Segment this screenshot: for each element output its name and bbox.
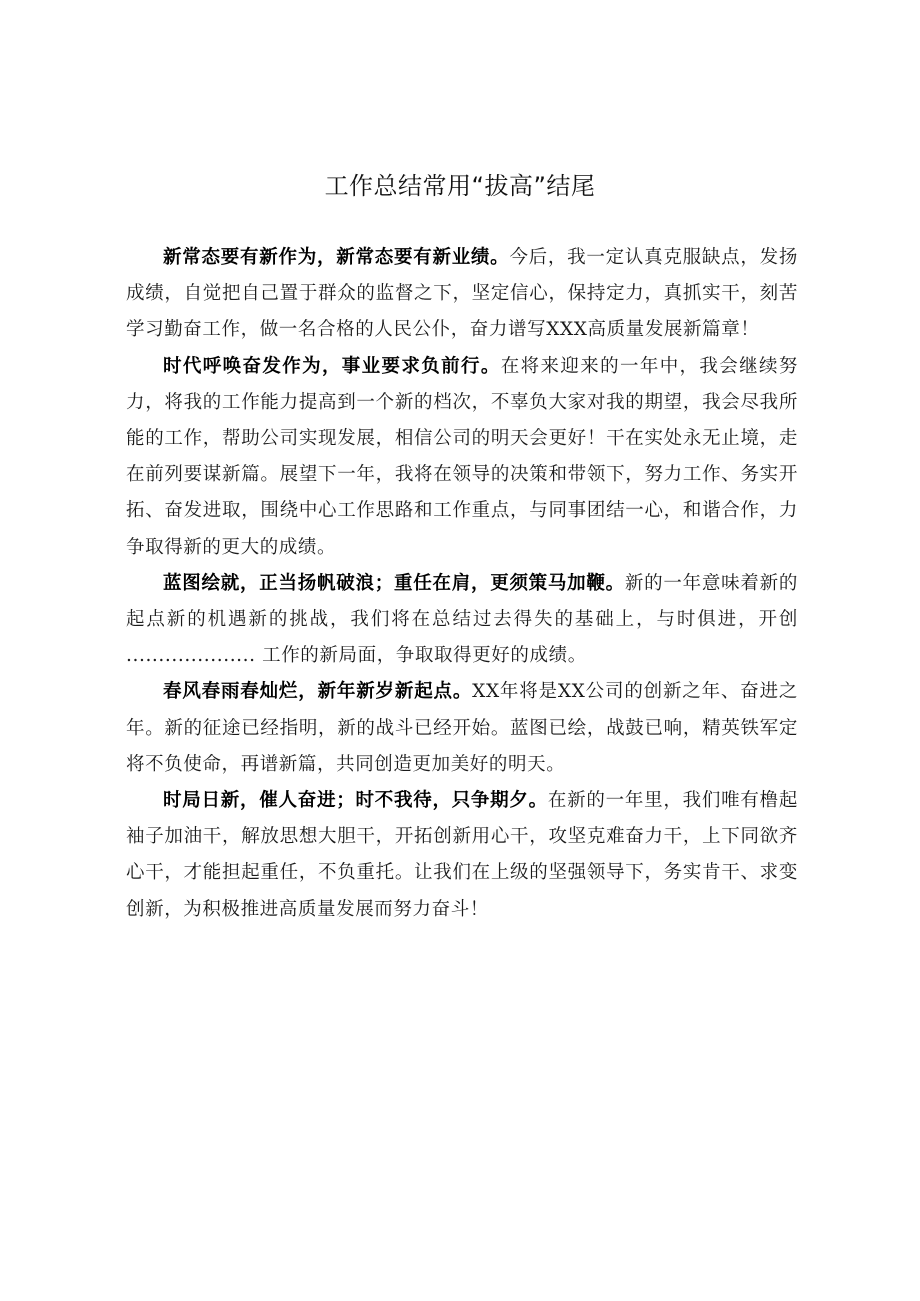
paragraph-1 [126, 240, 798, 349]
paragraph-5-lead: 时局日新，催人奋进；时不我待，只争期夕。 [163, 790, 548, 812]
paragraph-4-lead: 春风春雨春灿烂，新年新岁新起点。 [163, 681, 473, 703]
paragraph-4-text: XX年将是XX公司的创新之年、奋进之年。新的征途已经指明，新的战斗已经开始。蓝图已绘，战鼓已响，精英铁军定将不负使命，再谱新篇，共同创造更加美好的明天。 [126, 681, 798, 775]
paragraph-1-text: 今后，我一定认真克服缺点，发扬成绩，自觉把自己置于群众的监督之下，坚定信心，保持定力，真抓实干，刻苦学习勤奋工作，做一名合格的人民公仆，奋力谱写XXX高质量发展新篇章！ [126, 247, 798, 341]
paragraph-5-text: 在新的一年里，我们唯有橹起袖子加油干，解放思想大胆干，开拓创新用心干，攻坚克难奋力干，上下同欲齐心干，才能担起重任，不负重托。让我们在上级的坚强领导下，务实肯干、求变创新，为积极推进高质量发展而努力奋斗！ [126, 790, 798, 920]
paragraph-2-lead: 时代呼唤奋发作为，事业要求负前行。 [163, 355, 501, 377]
document-body [126, 240, 798, 928]
document-title: 工作总结常用“拔高”结尾 [324, 172, 596, 200]
paragraph-2-text: 在将来迎来的一年中，我会继续努力，将我的工作能力提高到一个新的档次，不辜负大家对我的期望，我会尽我所能的工作，帮助公司实现发展，相信公司的明天会更好！干在实处永无止境，走在前列要谋新篇。展望下一年，我将在领导的决策和带领下，努力工作、务实开拓、奋发进取，围绕中心工作思路和工作重点，与同事团结一心，和谐合作，力争取得新的更大的成绩。 [126, 355, 798, 558]
paragraph-5 [126, 783, 798, 928]
paragraph-3 [126, 566, 798, 675]
paragraph-3-text: 新的一年意味着新的起点新的机遇新的挑战，我们将在总结过去得失的基础上，与时俱进，开创 .................... 工作的新局面，争取取得更好的成绩。 [126, 572, 798, 667]
paragraph-4 [126, 674, 798, 783]
paragraph-2 [126, 349, 798, 566]
paragraph-3-lead: 蓝图绘就，正当扬帆破浪；重任在肩，更须策马加鞭。 [163, 572, 625, 594]
paragraph-1-lead: 新常态要有新作为，新常态要有新业绩。 [163, 247, 510, 268]
